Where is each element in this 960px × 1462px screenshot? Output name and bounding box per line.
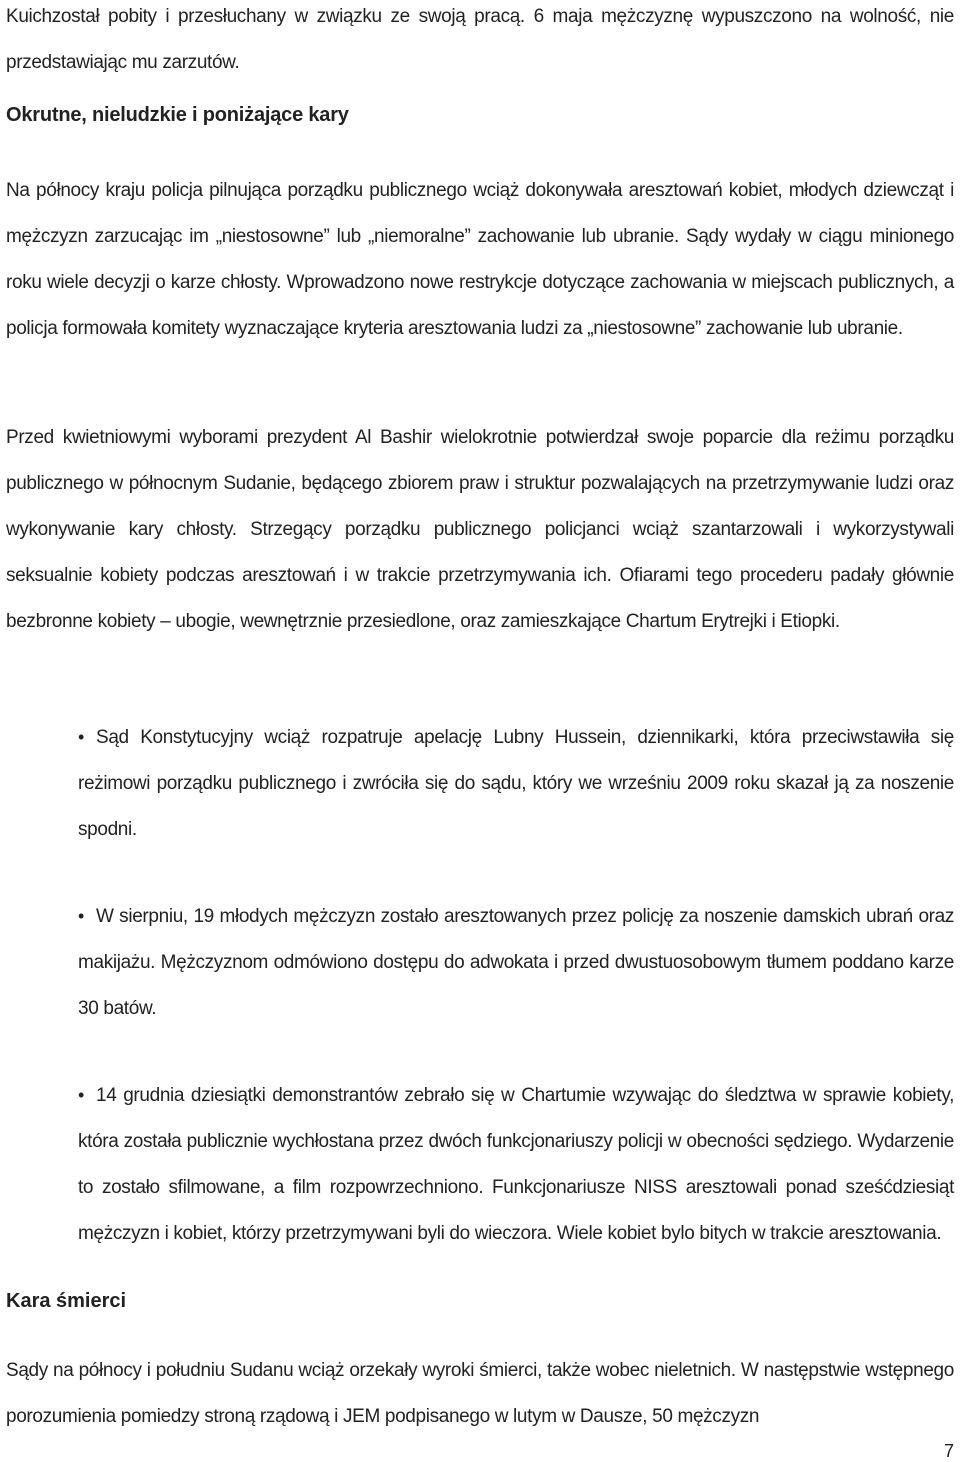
section-heading-punishment: Okrutne, nieludzkie i poniżające kary	[6, 104, 349, 126]
list-item-text: 14 grudnia dziesiątki demonstrantów zebrało się w Chartumie wzywając do śledztwa w sprawie kobiety, która została publicznie wychłostana przez dwóch funkcjonariuszy policji w obecności sędziego. Wydarzenie to zostało sfilmowane, a film rozpowrzechniono. Funkcjonariusze NISS aresztowali ponad sześćdziesiąt mężczyzn i kobiet, którzy przetrzymywani byli do wieczora. Wiele kobiet bylo bitych w trakcie aresztowania.	[78, 1085, 954, 1244]
bullet-icon: •	[78, 727, 84, 747]
list-item-text: W sierpniu, 19 młodych mężczyzn zostało aresztowanych przez policję za noszenie damskich ubrań oraz makijażu. Mężczyznom odmówiono dostępu do adwokata i przed dwustuosobowym tłumem poddano karze 30 batów.	[78, 906, 954, 1019]
intro-paragraph: Kuichzostał pobity i przesłuchany w związku ze swoją pracą. 6 maja mężczyznę wypuszczono na wolność, nie przedstawiając mu zarzutów.	[6, 6, 954, 73]
list-item	[78, 893, 954, 1032]
section-heading-death-penalty: Kara śmierci	[6, 1290, 127, 1312]
punishment-bullet-list	[78, 714, 954, 1297]
list-item	[78, 1072, 954, 1257]
list-item-text: Sąd Konstytucyjny wciąż rozpatruje apelację Lubny Hussein, dziennikarki, która przeciwstawiła się reżimowi porządku publicznego i zwróciła się do sądu, który we wrześniu 2009 roku skazał ją za noszenie spodni.	[78, 727, 954, 840]
page-number: 7	[943, 1441, 954, 1461]
bullet-icon: •	[78, 906, 84, 926]
bullet-icon: •	[78, 1085, 84, 1105]
death-penalty-paragraph: Sądy na północy i południu Sudanu wciąż orzekały wyroki śmierci, także wobec nieletnich. W następstwie wstępnego porozumienia pomiedzy stroną rządową i JEM podpisanego w lutym w Dausze, 50 mężczyzn	[6, 1360, 954, 1427]
punishment-paragraph-2: Przed kwietniowymi wyborami prezydent Al Bashir wielokrotnie potwierdzał swoje poparcie dla reżimu porządku publicznego w północnym Sudanie, będącego zbiorem praw i struktur pozwalających na przetrzymywanie ludzi oraz wykonywanie kary chłosty. Strzegący porządku publicznego policjanci wciąż szantarzowali i wykorzystywali seksualnie kobiety podczas aresztowań i w trakcie przetrzymywania ich. Ofiarami tego procederu padały głównie bezbronne kobiety – ubogie, wewnętrznie przesiedlone, oraz zamieszkające Chartum Erytrejki i Etiopki.	[6, 427, 954, 632]
list-item	[78, 714, 954, 853]
punishment-paragraph-1: Na północy kraju policja pilnująca porządku publicznego wciąż dokonywała aresztowań kobiet, młodych dziewcząt i mężczyzn zarzucając im „niestosowne” lub „niemoralne” zachowanie lub ubranie. Sądy wydały w ciągu minionego roku wiele decyzji o karze chłosty. Wprowadzono nowe restrykcje dotyczące zachowania w miejscach publicznych, a policja formowała komitety wyznaczające kryteria aresztowania ludzi za „niestosowne” zachowanie lub ubranie.	[6, 180, 954, 339]
